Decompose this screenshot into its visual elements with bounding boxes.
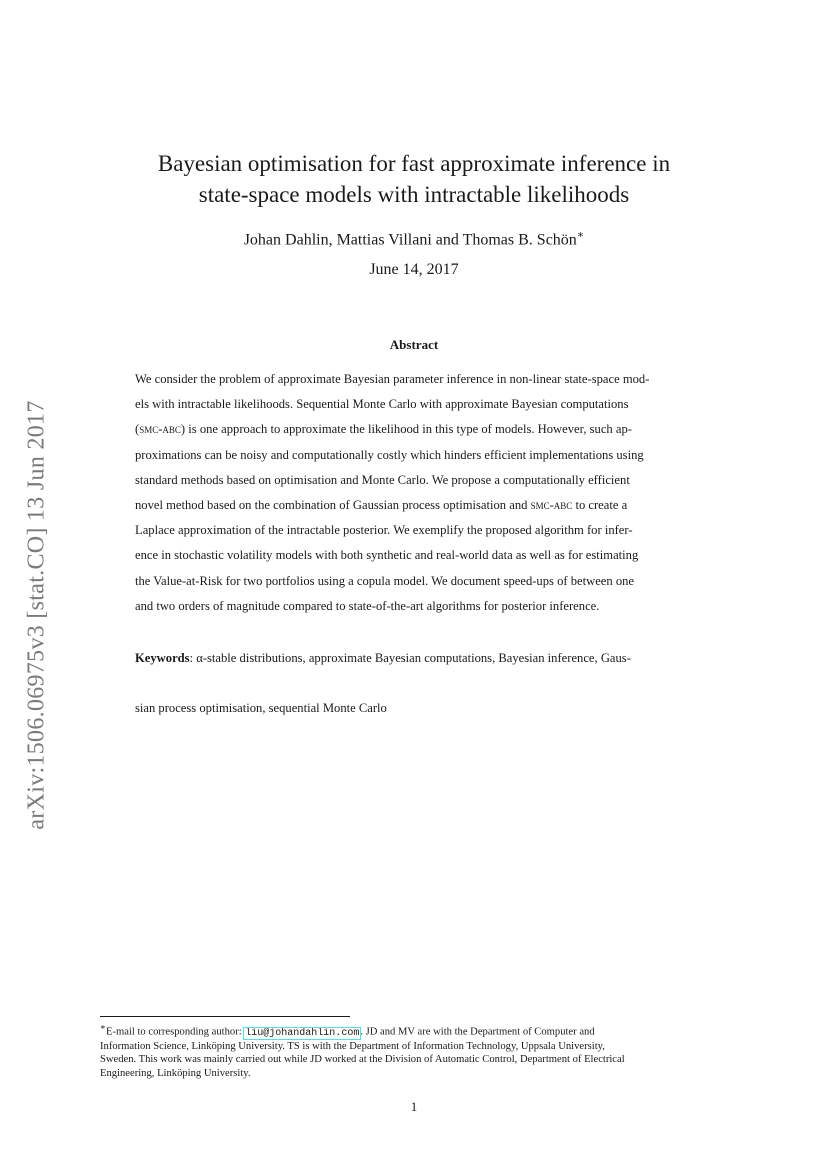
abstract-line-2: els with intractable likelihoods. Sequential Monte Carlo with approximate Bayesian computations (135, 397, 629, 412)
abstract-line-9: the Value-at-Risk for two portfolios using a copula model. We document speed-ups of between one (135, 573, 635, 588)
abstract-heading: Abstract (389, 337, 439, 352)
footnote-line-1-suffix: . JD and MV are with the Department of Computer and (360, 1026, 595, 1038)
page-number: 1 (410, 1099, 418, 1114)
author-footnote-mark: ∗ (576, 229, 585, 241)
keywords-line-1: : α-stable distributions, approximate Bayesian computations, Bayesian inference, Gaus- (189, 651, 631, 665)
keywords-label: Keywords (135, 651, 190, 665)
acronym-smc-abc: smc-abc (139, 422, 181, 437)
abstract-body (135, 367, 693, 619)
abstract-line-10: and two orders of magnitude compared to state-of-the-art algorithms for posterior inference. (135, 598, 600, 613)
abstract-line-4: proximations can be noisy and computationally costly which hinders efficient implementations using (135, 447, 644, 462)
title-line-1: Bayesian optimisation for fast approximate inference in (157, 151, 671, 176)
authors-text: Johan Dahlin, Mattias Villani and Thomas B. Schön (243, 231, 577, 249)
footnote-line-4: Engineering, Linköping University. (100, 1067, 251, 1079)
keywords-section (135, 646, 693, 722)
footnote-prefix: E-mail to corresponding author: (106, 1026, 245, 1038)
abstract-line-5: standard methods based on optimisation and Monte Carlo. We propose a computationally efficient (135, 472, 630, 487)
footnote-line-1 (100, 1021, 728, 1040)
abstract-line-8: ence in stochastic volatility models with both synthetic and real-world data as well as for estimating (135, 548, 639, 563)
footnote-divider (100, 1016, 350, 1017)
email-link[interactable]: liu@johandahlin.com (245, 1027, 360, 1039)
arxiv-identifier: arXiv:1506.06975v3 [stat.CO] 13 Jun 2017 (23, 400, 50, 830)
publication-date: June 14, 2017 (369, 261, 459, 278)
keywords-line-2: sian process optimisation, sequential Monte Carlo (135, 701, 387, 716)
abstract-line-1: We consider the problem of approximate Bayesian parameter inference in non-linear state-space mod- (135, 372, 650, 386)
abstract-line-7: Laplace approximation of the intractable posterior. We exemplify the proposed algorithm for infer- (135, 523, 633, 538)
footnote-line-2: Information Science, Linköping University. TS is with the Department of Information Technology, Uppsala University, (100, 1040, 605, 1052)
footnote-line-3: Sweden. This work was mainly carried out while JD worked at the Division of Automatic Control, Department of Electrical (100, 1054, 625, 1066)
title-line-2: state-space models with intractable likelihoods (198, 182, 630, 207)
footnote (100, 1021, 728, 1080)
abstract-line-6: novel method based on the combination of Gaussian process optimisation and smc-abc to create a (135, 498, 628, 513)
abstract-line-3: (smc-abc) is one approach to approximate the likelihood in this type of models. However, such ap- (135, 422, 632, 437)
paper-title (120, 148, 708, 210)
acronym-smc-abc: smc-abc (530, 498, 573, 513)
footnote-mark: ∗ (100, 1022, 107, 1032)
author-list (120, 228, 708, 249)
